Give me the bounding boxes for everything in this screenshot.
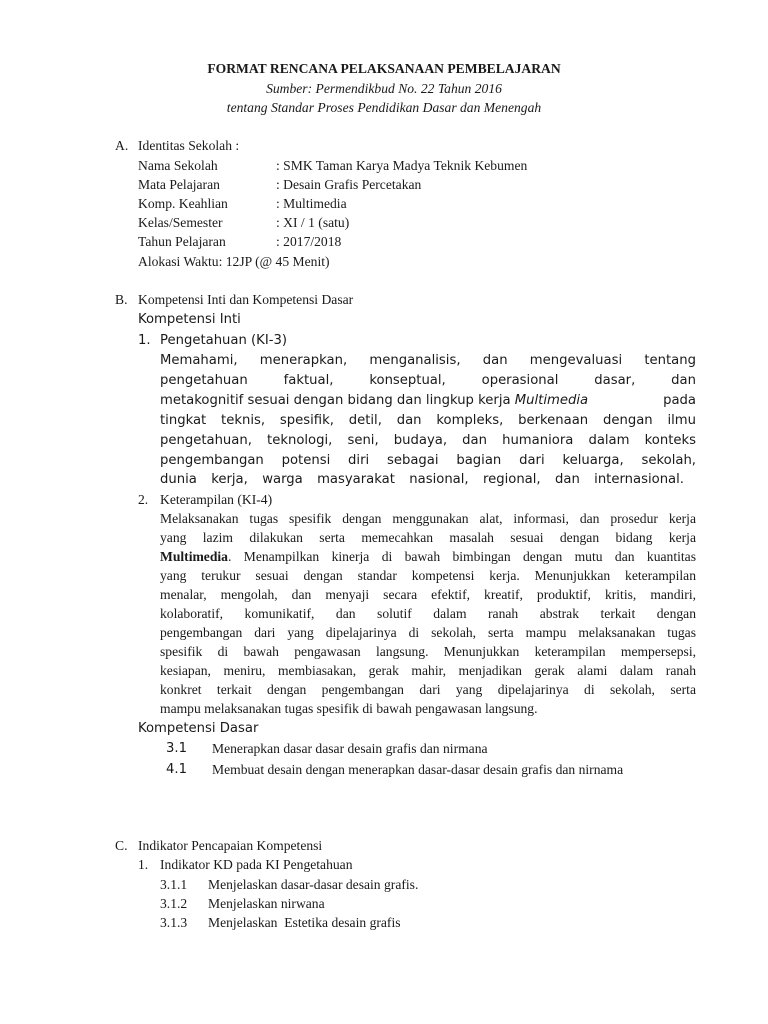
section-b-letter: B. <box>115 292 128 307</box>
document-title: FORMAT RENCANA PELAKSANAAN PEMBELAJARAN <box>207 61 561 76</box>
kd-heading: Kompetensi Dasar <box>138 721 259 736</box>
kd-number: 4.1 <box>166 762 187 777</box>
identity-value: : 2017/2018 <box>276 234 342 249</box>
indicator-number: 3.1.3 <box>160 915 188 930</box>
ki4-bold-word: Multimedia <box>160 549 228 564</box>
ki4-text-line: kesiapan, meniru, membiasakan, gerak mahir, menjadikan gerak alami dalam ranah <box>160 663 696 678</box>
identity-label: Mata Pelajaran <box>138 177 220 192</box>
ki3-line3-tail: pada <box>663 393 696 408</box>
section-a-letter: A. <box>115 138 129 153</box>
identity-label: Tahun Pelajaran <box>138 234 226 249</box>
indicator-text: Menjelaskan Estetika desain grafis <box>208 915 401 930</box>
kd-text: Membuat desain dengan menerapkan dasar-dasar desain grafis dan nirnama <box>212 762 624 777</box>
identity-value: : XI / 1 (satu) <box>276 215 350 230</box>
identity-label: Komp. Keahlian <box>138 196 228 211</box>
ki3-text-line: dunia kerja, warga masyarakat nasional, regional, dan internasional. <box>160 472 684 487</box>
indicator-sub-number: 1. <box>138 857 149 872</box>
section-c-heading: Indikator Pencapaian Kompetensi <box>138 838 323 853</box>
section-c-letter: C. <box>115 838 128 853</box>
section-a-heading: Identitas Sekolah : <box>138 138 240 153</box>
identity-label: Nama Sekolah <box>138 158 218 173</box>
ki3-italic-word: Multimedia <box>514 393 589 408</box>
ki4-text-line: Melaksanakan tugas spesifik dengan menggunakan alat, informasi, dan prosedur kerja <box>160 511 696 526</box>
ki4-text-line: yang lazim dilakukan serta memecahkan masalah sesuai dengan bidang kerja <box>160 530 696 545</box>
ki4-text-line: mampu melaksanakan tugas spesifik di bawah pengawasan langsung. <box>160 701 538 716</box>
identity-label: Kelas/Semester <box>138 215 223 230</box>
identity-value: : Multimedia <box>276 196 347 211</box>
ki4-text-line <box>160 549 696 565</box>
ki4-text-line: konkret terkait dengan pengembangan dari yang dipelajarinya di sekolah, serta <box>160 682 696 697</box>
indicator-text: Menjelaskan nirwana <box>208 896 325 911</box>
kd-number: 3.1 <box>166 741 187 756</box>
ki4-text-line: kolaboratif, komunikatif, dan solutif dalam ranah abstrak terkait dengan <box>160 606 696 621</box>
indicator-number: 3.1.1 <box>160 877 188 892</box>
ki3-line3-main <box>160 393 588 408</box>
alokasi-waktu: Alokasi Waktu: 12JP (@ 45 Menit) <box>138 254 330 269</box>
ki3-text-line: pengetahuan faktual, konseptual, operasional dasar, dan <box>160 373 696 388</box>
ki3-text-line: Memahami, menerapkan, menganalisis, dan mengevaluasi tentang <box>160 353 696 368</box>
identity-value: : Desain Grafis Percetakan <box>276 177 422 192</box>
section-b-heading: Kompetensi Inti dan Kompetensi Dasar <box>138 292 354 307</box>
ki3-text-line: tingkat teknis, spesifik, detil, dan kompleks, berkenaan dengan ilmu <box>160 413 696 428</box>
document-source: Sumber: Permendikbud No. 22 Tahun 2016 <box>266 81 502 96</box>
indicator-text: Menjelaskan dasar-dasar desain grafis. <box>208 877 419 892</box>
identity-value: : SMK Taman Karya Madya Teknik Kebumen <box>276 158 528 173</box>
ki3-text-line: pengembangan potensi diri sebagai bagian dari keluarga, sekolah, <box>160 453 696 468</box>
indicator-sub-title: Indikator KD pada KI Pengetahuan <box>160 857 353 872</box>
ki4-text-line: pengembangan dari yang dipelajarinya di sekolah, serta mampu melaksanakan tugas <box>160 625 696 640</box>
ki4-text-line: yang terukur sesuai dengan standar kompetensi kerja. Menunjukkan keterampilan <box>160 568 696 583</box>
ki3-line3-text: metakognitif sesuai dengan bidang dan lingkup kerja <box>160 393 511 408</box>
ki-heading: Kompetensi Inti <box>138 312 241 327</box>
ki3-number: 1. <box>138 333 151 348</box>
ki4-text-line: menalar, mengolah, dan menyaji secara efektif, kreatif, produktif, kritis, mandiri, <box>160 587 696 602</box>
ki3-title: Pengetahuan (KI-3) <box>160 333 288 348</box>
ki4-title: Keterampilan (KI-4) <box>160 492 273 507</box>
indicator-number: 3.1.2 <box>160 896 188 911</box>
ki4-text-line: spesifik di bawah pengawasan langsung. Menunjukkan keterampilan mempersepsi, <box>160 644 696 659</box>
kd-text: Menerapkan dasar dasar desain grafis dan nirmana <box>212 741 488 756</box>
ki4-number: 2. <box>138 492 149 507</box>
ki4-line3-text: . Menampilkan kinerja di bawah bimbingan dengan mutu dan kuantitas <box>227 549 696 564</box>
document-about: tentang Standar Proses Pendidikan Dasar dan Menengah <box>226 100 542 115</box>
ki3-text-line <box>160 393 696 408</box>
ki3-text-line: pengetahuan, teknologi, seni, budaya, dan humaniora dalam konteks <box>160 433 696 448</box>
